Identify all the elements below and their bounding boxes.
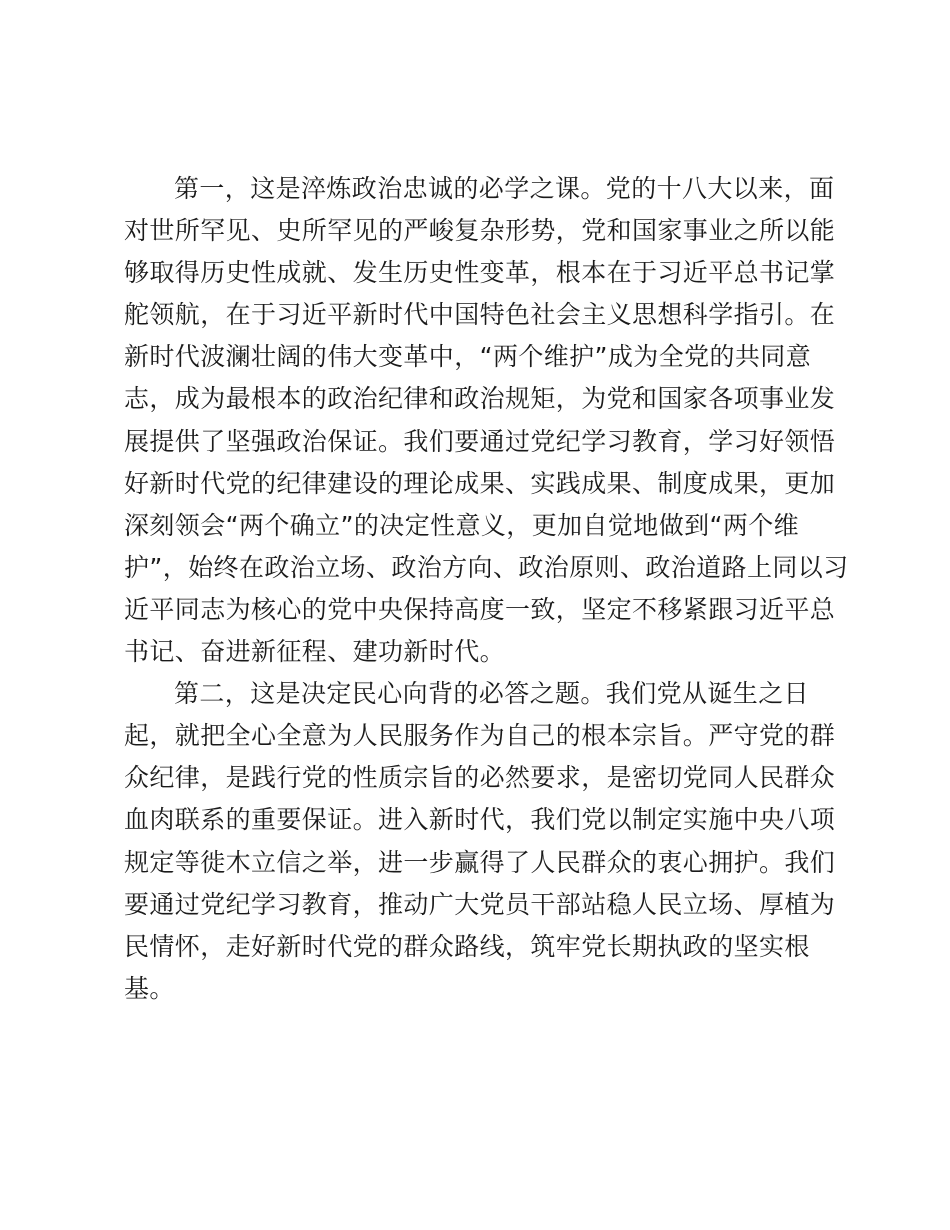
document-body — [124, 168, 849, 1010]
paragraph-line: 要通过党纪学习教育，推动广大党员干部站稳人民立场、厚植为 — [124, 889, 836, 919]
paragraph-line: 书记、奋进新征程、建功新时代。 — [124, 637, 506, 667]
paragraph-line: 新时代波澜壮阔的伟大变革中，“两个维护”成为全党的共同意 — [124, 342, 812, 372]
paragraph-line: 血肉联系的重要保证。进入新时代，我们党以制定实施中央八项 — [124, 805, 836, 835]
paragraph-line: 深刻领会“两个确立”的决定性意义，更加自觉地做到“两个维 — [124, 510, 800, 540]
paragraph-line: 起，就把全心全意为人民服务作为自己的根本宗旨。严守党的群 — [124, 721, 836, 751]
paragraph-line: 近平同志为核心的党中央保持高度一致，坚定不移紧跟习近平总 — [124, 594, 836, 624]
paragraph-line: 舵领航，在于习近平新时代中国特色社会主义思想科学指引。在 — [124, 300, 836, 330]
paragraph-line: 展提供了坚强政治保证。我们要通过党纪学习教育，学习好领悟 — [124, 426, 836, 456]
paragraph-first — [124, 168, 849, 673]
paragraph-line: 对世所罕见、史所罕见的严峻复杂形势，党和国家事业之所以能 — [124, 216, 836, 246]
paragraph-line: 志，成为最根本的政治纪律和政治规矩，为党和国家各项事业发 — [124, 384, 836, 414]
paragraph-line: 护”，始终在政治立场、政治方向、政治原则、政治道路上同以习 — [124, 552, 849, 582]
paragraph-line: 第二，这是决定民心向背的必答之题。我们党从诞生之日 — [174, 679, 810, 709]
paragraph-line: 基。 — [124, 973, 175, 1003]
paragraph-second — [124, 673, 836, 1010]
paragraph-line: 第一，这是淬炼政治忠诚的必学之课。党的十八大以来，面 — [174, 174, 835, 203]
paragraph-line: 够取得历史性成就、发生历史性变革，根本在于习近平总书记掌 — [124, 258, 836, 288]
paragraph-line: 民情怀，走好新时代党的群众路线，筑牢党长期执政的坚实根 — [124, 931, 810, 961]
paragraph-line: 好新时代党的纪律建设的理论成果、实践成果、制度成果，更加 — [124, 468, 836, 498]
paragraph-line: 规定等徙木立信之举，进一步赢得了人民群众的衷心拥护。我们 — [124, 847, 836, 877]
paragraph-line: 众纪律，是践行党的性质宗旨的必然要求，是密切党同人民群众 — [124, 763, 836, 793]
